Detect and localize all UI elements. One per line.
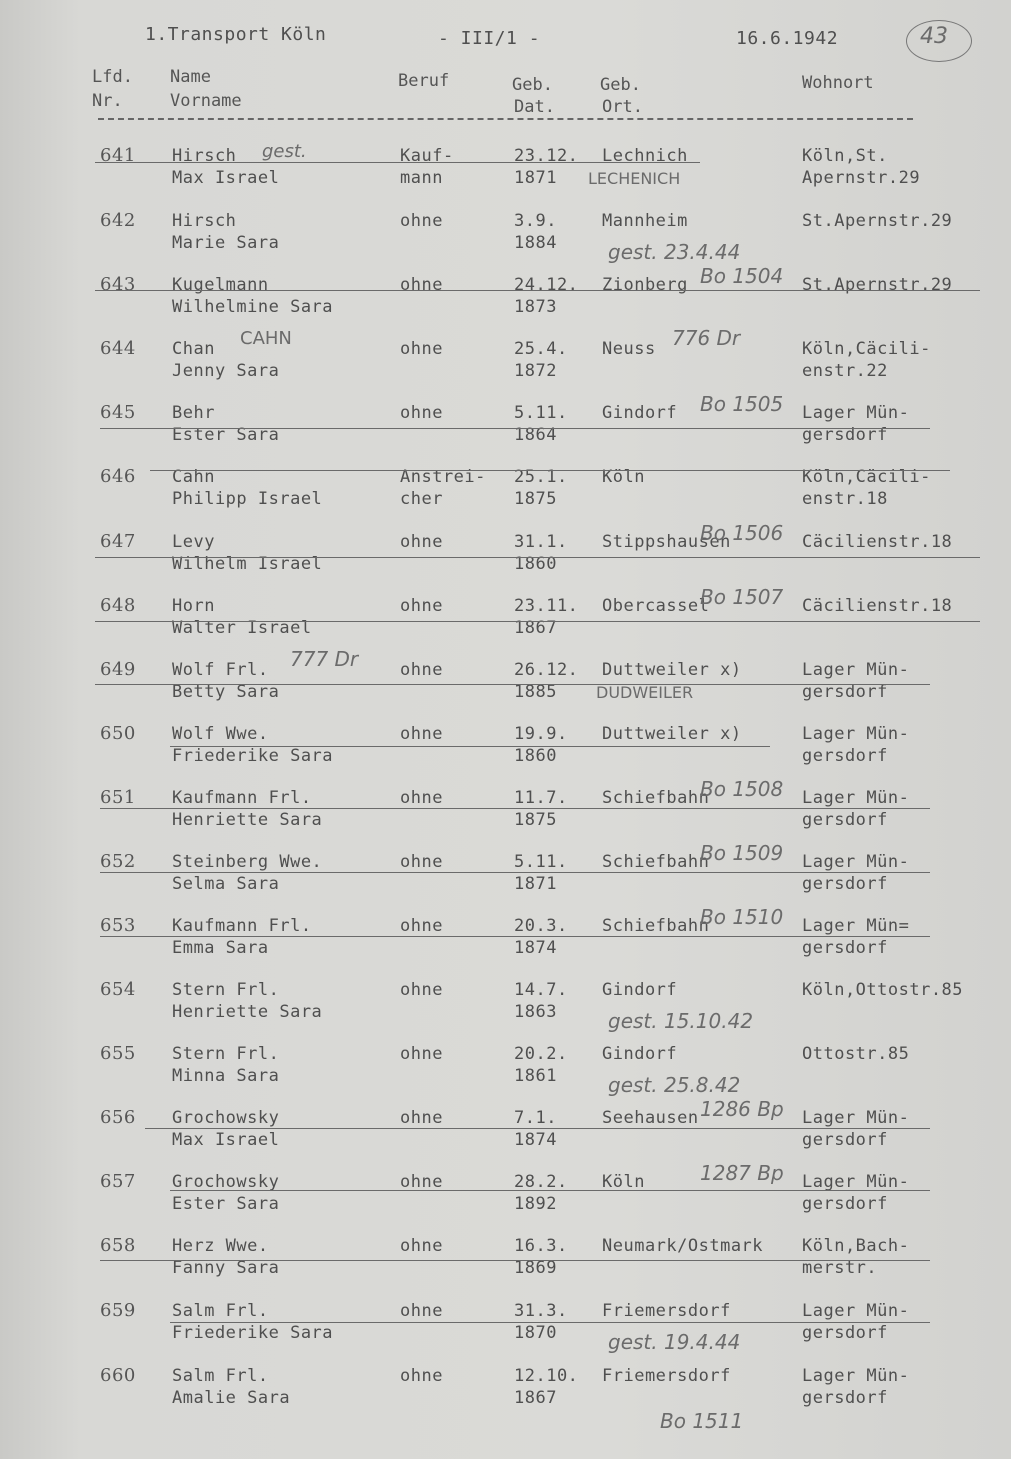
col-dat-1: Geb. bbox=[512, 75, 553, 95]
row-number: 654 bbox=[100, 979, 136, 1000]
birth-place: Friemersdorf bbox=[602, 1301, 731, 1321]
birth-place: Köln bbox=[602, 467, 645, 487]
surname: Grochowsky bbox=[172, 1172, 280, 1192]
surname: Kaufmann Frl. bbox=[172, 916, 312, 936]
residence-cont: enstr.18 bbox=[802, 489, 888, 509]
strike-line bbox=[95, 162, 700, 163]
col-wohnort: Wohnort bbox=[802, 73, 874, 93]
handwritten-note: gest. 23.4.44 bbox=[608, 240, 741, 264]
residence-cont: merstr. bbox=[802, 1258, 878, 1278]
occupation: ohne bbox=[400, 724, 443, 744]
row-number: 655 bbox=[100, 1043, 136, 1064]
list-row bbox=[0, 979, 1011, 1043]
surname: Chan bbox=[172, 339, 215, 359]
given-name: Philipp Israel bbox=[172, 489, 323, 509]
row-number: 652 bbox=[100, 851, 136, 872]
residence: Lager Mün- bbox=[802, 788, 910, 808]
birth-date: 20.2. bbox=[514, 1044, 568, 1064]
col-beruf: Beruf bbox=[398, 71, 450, 91]
birth-year: 1860 bbox=[514, 746, 557, 766]
strike-line bbox=[100, 936, 930, 937]
handwritten-note: Bo 1509 bbox=[700, 841, 784, 865]
birth-year: 1872 bbox=[514, 361, 557, 381]
occupation: ohne bbox=[400, 211, 443, 231]
handwritten-note: 1286 Bp bbox=[700, 1097, 784, 1121]
birth-year: 1892 bbox=[514, 1194, 557, 1214]
birth-date: 24.12. bbox=[514, 275, 579, 295]
list-row bbox=[0, 1300, 1011, 1364]
transport-title: 1.Transport Köln bbox=[145, 24, 327, 45]
birth-place: Mannheim bbox=[602, 211, 688, 231]
strike-line bbox=[170, 1322, 930, 1323]
row-number: 649 bbox=[100, 659, 136, 680]
handwritten-note: Bo 1507 bbox=[700, 585, 784, 609]
strike-line bbox=[170, 746, 770, 747]
list-row bbox=[0, 392, 1011, 466]
strike-line bbox=[145, 1128, 930, 1129]
list-row bbox=[0, 326, 1011, 402]
row-number: 645 bbox=[100, 402, 136, 423]
birth-year: 1885 bbox=[514, 682, 557, 702]
birth-date: 31.1. bbox=[514, 532, 568, 552]
residence: St.Apernstr.29 bbox=[802, 275, 953, 295]
residence: Köln,Cäcili- bbox=[802, 339, 931, 359]
col-ort-2: Ort. bbox=[602, 97, 643, 117]
occupation: ohne bbox=[400, 1236, 443, 1256]
residence: Köln,Ottostr.85 bbox=[802, 980, 964, 1000]
surname: Wolf Wwe. bbox=[172, 724, 269, 744]
occupation-cont: mann bbox=[400, 168, 443, 188]
page-number: 43 bbox=[920, 24, 948, 49]
birth-date: 5.11. bbox=[514, 852, 568, 872]
occupation: ohne bbox=[400, 980, 443, 1000]
surname: Herz Wwe. bbox=[172, 1236, 269, 1256]
surname: Kaufmann Frl. bbox=[172, 788, 312, 808]
row-number: 644 bbox=[100, 338, 136, 359]
list-row bbox=[0, 647, 1011, 723]
birth-date: 28.2. bbox=[514, 1172, 568, 1192]
given-name: Jenny Sara bbox=[172, 361, 280, 381]
residence: Köln,St. bbox=[802, 146, 888, 166]
list-row bbox=[0, 1235, 1011, 1299]
birth-year: 1867 bbox=[514, 1388, 557, 1408]
row-number: 657 bbox=[100, 1171, 136, 1192]
row-number: 641 bbox=[100, 145, 136, 166]
row-number: 653 bbox=[100, 915, 136, 936]
given-name: Amalie Sara bbox=[172, 1388, 291, 1408]
birth-date: 25.4. bbox=[514, 339, 568, 359]
birth-date: 14.7. bbox=[514, 980, 568, 1000]
strike-line bbox=[170, 1190, 930, 1191]
birth-place: Schiefbahn bbox=[602, 916, 710, 936]
list-row bbox=[0, 141, 1011, 209]
given-name: Walter Israel bbox=[172, 618, 312, 638]
strike-line bbox=[95, 290, 980, 291]
residence: Lager Mün- bbox=[802, 660, 910, 680]
residence: Ottostr.85 bbox=[802, 1044, 910, 1064]
occupation: ohne bbox=[400, 852, 443, 872]
birth-year: 1869 bbox=[514, 1258, 557, 1278]
strike-line bbox=[100, 1260, 930, 1261]
birth-year: 1871 bbox=[514, 168, 557, 188]
occupation: ohne bbox=[400, 532, 443, 552]
birth-year: 1861 bbox=[514, 1066, 557, 1086]
occupation: ohne bbox=[400, 1108, 443, 1128]
row-number: 642 bbox=[100, 210, 136, 231]
surname: Salm Frl. bbox=[172, 1366, 269, 1386]
row-number: 651 bbox=[100, 787, 136, 808]
birth-date: 25.1. bbox=[514, 467, 568, 487]
birth-year: 1875 bbox=[514, 810, 557, 830]
birth-date: 12.10. bbox=[514, 1366, 579, 1386]
handwritten-note: Bo 1511 bbox=[660, 1409, 744, 1433]
birth-place: Duttweiler x) bbox=[602, 724, 742, 744]
handwritten-note: Bo 1504 bbox=[700, 264, 784, 288]
row-number: 660 bbox=[100, 1365, 136, 1386]
handwritten-note-2: 777 Dr bbox=[290, 647, 359, 671]
strike-line bbox=[95, 621, 980, 622]
birth-place: Zionberg bbox=[602, 275, 688, 295]
birth-place: Gindorf bbox=[602, 1044, 678, 1064]
given-name: Ester Sara bbox=[172, 1194, 280, 1214]
list-row bbox=[0, 905, 1011, 979]
residence: Köln,Cäcili- bbox=[802, 467, 931, 487]
birth-date: 23.12. bbox=[514, 146, 579, 166]
birth-place: Köln bbox=[602, 1172, 645, 1192]
birth-year: 1867 bbox=[514, 618, 557, 638]
occupation: ohne bbox=[400, 1044, 443, 1064]
birth-place: Obercassel bbox=[602, 596, 710, 616]
residence-cont: gersdorf bbox=[802, 1194, 888, 1214]
given-name: Max Israel bbox=[172, 1130, 280, 1150]
given-name: Henriette Sara bbox=[172, 1002, 323, 1022]
given-name: Marie Sara bbox=[172, 233, 280, 253]
given-name: Betty Sara bbox=[172, 682, 280, 702]
list-row bbox=[0, 723, 1011, 787]
birth-place: Seehausen bbox=[602, 1108, 699, 1128]
birth-year: 1874 bbox=[514, 1130, 557, 1150]
list-row bbox=[0, 210, 1011, 274]
residence: Lager Mün= bbox=[802, 916, 910, 936]
surname: Kugelmann bbox=[172, 275, 269, 295]
row-number: 658 bbox=[100, 1235, 136, 1256]
col-dat-2: Dat. bbox=[514, 97, 555, 117]
occupation: ohne bbox=[400, 788, 443, 808]
occupation: ohne bbox=[400, 1172, 443, 1192]
birth-place: Schiefbahn bbox=[602, 788, 710, 808]
list-row bbox=[0, 1097, 1011, 1171]
given-name: Ester Sara bbox=[172, 425, 280, 445]
residence-cont: enstr.22 bbox=[802, 361, 888, 381]
occupation: ohne bbox=[400, 596, 443, 616]
handwritten-note: gest. 15.10.42 bbox=[608, 1009, 754, 1033]
residence-cont: gersdorf bbox=[802, 1388, 888, 1408]
birth-date: 3.9. bbox=[514, 211, 557, 231]
strike-line bbox=[95, 684, 930, 685]
header-divider bbox=[98, 118, 913, 120]
row-number: 646 bbox=[100, 466, 136, 487]
residence: Cäcilienstr.18 bbox=[802, 532, 953, 552]
birth-date: 26.12. bbox=[514, 660, 579, 680]
birth-place: Stippshausen bbox=[602, 532, 731, 552]
strike-line bbox=[100, 808, 930, 809]
residence: Cäcilienstr.18 bbox=[802, 596, 953, 616]
given-name: Friederike Sara bbox=[172, 1323, 334, 1343]
birth-year: 1863 bbox=[514, 1002, 557, 1022]
list-row bbox=[0, 1161, 1011, 1235]
surname: Wolf Frl. bbox=[172, 660, 269, 680]
occupation: ohne bbox=[400, 660, 443, 680]
residence-cont: gersdorf bbox=[802, 1323, 888, 1343]
birth-place: Gindorf bbox=[602, 980, 678, 1000]
occupation: ohne bbox=[400, 916, 443, 936]
row-number: 659 bbox=[100, 1300, 136, 1321]
list-row bbox=[0, 264, 1011, 338]
occupation: ohne bbox=[400, 339, 443, 359]
birth-place: Gindorf bbox=[602, 403, 678, 423]
residence: Lager Mün- bbox=[802, 724, 910, 744]
row-number: 647 bbox=[100, 531, 136, 552]
surname: Hirsch bbox=[172, 211, 237, 231]
residence-cont: Apernstr.29 bbox=[802, 168, 921, 188]
residence-cont: gersdorf bbox=[802, 425, 888, 445]
given-name: Minna Sara bbox=[172, 1066, 280, 1086]
birth-year: 1871 bbox=[514, 874, 557, 894]
residence: St.Apernstr.29 bbox=[802, 211, 953, 231]
handwritten-note: Bo 1505 bbox=[700, 392, 784, 416]
residence-cont: gersdorf bbox=[802, 746, 888, 766]
residence: Köln,Bach- bbox=[802, 1236, 910, 1256]
surname: Stern Frl. bbox=[172, 980, 280, 1000]
given-name: Fanny Sara bbox=[172, 1258, 280, 1278]
occupation: Anstrei- bbox=[400, 467, 486, 487]
row-number: 650 bbox=[100, 723, 136, 744]
list-row bbox=[0, 777, 1011, 851]
row-number: 656 bbox=[100, 1107, 136, 1128]
birth-date: 7.1. bbox=[514, 1108, 557, 1128]
handwritten-note: 776 Dr bbox=[672, 326, 741, 350]
birth-place: Lechnich bbox=[602, 146, 688, 166]
surname: Levy bbox=[172, 532, 215, 552]
handwritten-note: Bo 1508 bbox=[700, 777, 784, 801]
sheet-number: - III/1 - bbox=[438, 28, 541, 49]
birth-year: 1864 bbox=[514, 425, 557, 445]
residence-cont: gersdorf bbox=[802, 938, 888, 958]
handwritten-note-2: CAHN bbox=[240, 328, 292, 349]
given-name: Henriette Sara bbox=[172, 810, 323, 830]
given-name: Wilhelm Israel bbox=[172, 554, 323, 574]
strike-line bbox=[100, 428, 930, 429]
given-name: Wilhelmine Sara bbox=[172, 297, 334, 317]
birth-year: 1870 bbox=[514, 1323, 557, 1343]
given-name: Emma Sara bbox=[172, 938, 269, 958]
list-row bbox=[0, 1365, 1011, 1433]
handwritten-note: 1287 Bp bbox=[700, 1161, 784, 1185]
strike-line bbox=[100, 872, 930, 873]
birth-year: 1860 bbox=[514, 554, 557, 574]
row-number: 643 bbox=[100, 274, 136, 295]
given-name: Max Israel bbox=[172, 168, 280, 188]
list-row bbox=[0, 841, 1011, 915]
occupation: ohne bbox=[400, 1301, 443, 1321]
surname: Cahn bbox=[172, 467, 215, 487]
surname: Behr bbox=[172, 403, 215, 423]
handwritten-note: DUDWEILER bbox=[596, 683, 694, 702]
residence: Lager Mün- bbox=[802, 1172, 910, 1192]
surname: Stern Frl. bbox=[172, 1044, 280, 1064]
col-name-1: Name bbox=[170, 67, 211, 87]
handwritten-note: LECHENICH bbox=[588, 169, 681, 188]
residence-cont: gersdorf bbox=[802, 874, 888, 894]
birth-date: 23.11. bbox=[514, 596, 579, 616]
birth-date: 19.9. bbox=[514, 724, 568, 744]
given-name: Friederike Sara bbox=[172, 746, 334, 766]
list-row bbox=[0, 585, 1011, 659]
occupation-cont: cher bbox=[400, 489, 443, 509]
occupation: ohne bbox=[400, 275, 443, 295]
birth-place: Friemersdorf bbox=[602, 1366, 731, 1386]
list-row bbox=[0, 466, 1011, 530]
residence: Lager Mün- bbox=[802, 1108, 910, 1128]
birth-year: 1884 bbox=[514, 233, 557, 253]
row-number: 648 bbox=[100, 595, 136, 616]
strike-line bbox=[95, 557, 980, 558]
handwritten-note-2: gest. bbox=[262, 141, 307, 162]
surname: Steinberg Wwe. bbox=[172, 852, 323, 872]
col-nr-1: Lfd. bbox=[92, 67, 133, 87]
birth-place: Neuss bbox=[602, 339, 656, 359]
col-nr-2: Nr. bbox=[92, 91, 123, 111]
birth-date: 16.3. bbox=[514, 1236, 568, 1256]
col-name-2: Vorname bbox=[170, 91, 242, 111]
birth-place: Schiefbahn bbox=[602, 852, 710, 872]
col-ort-1: Geb. bbox=[600, 75, 641, 95]
surname: Salm Frl. bbox=[172, 1301, 269, 1321]
birth-date: 5.11. bbox=[514, 403, 568, 423]
birth-date: 31.3. bbox=[514, 1301, 568, 1321]
document-date: 16.6.1942 bbox=[736, 28, 839, 49]
surname: Hirsch bbox=[172, 146, 237, 166]
list-row bbox=[0, 521, 1011, 595]
handwritten-note: Bo 1506 bbox=[700, 521, 784, 545]
handwritten-note: Bo 1510 bbox=[700, 905, 784, 929]
strike-line bbox=[150, 470, 950, 471]
surname: Horn bbox=[172, 596, 215, 616]
given-name: Selma Sara bbox=[172, 874, 280, 894]
handwritten-note: gest. 19.4.44 bbox=[608, 1330, 741, 1354]
list-row bbox=[0, 1043, 1011, 1107]
birth-place: Neumark/Ostmark bbox=[602, 1236, 764, 1256]
birth-year: 1873 bbox=[514, 297, 557, 317]
birth-year: 1874 bbox=[514, 938, 557, 958]
birth-year: 1875 bbox=[514, 489, 557, 509]
occupation: ohne bbox=[400, 1366, 443, 1386]
birth-date: 20.3. bbox=[514, 916, 568, 936]
residence: Lager Mün- bbox=[802, 403, 910, 423]
residence: Lager Mün- bbox=[802, 852, 910, 872]
residence: Lager Mün- bbox=[802, 1301, 910, 1321]
occupation: Kauf- bbox=[400, 146, 454, 166]
handwritten-note: gest. 25.8.42 bbox=[608, 1073, 741, 1097]
birth-date: 11.7. bbox=[514, 788, 568, 808]
residence-cont: gersdorf bbox=[802, 810, 888, 830]
occupation: ohne bbox=[400, 403, 443, 423]
residence-cont: gersdorf bbox=[802, 1130, 888, 1150]
residence: Lager Mün- bbox=[802, 1366, 910, 1386]
residence-cont: gersdorf bbox=[802, 682, 888, 702]
birth-place: Duttweiler x) bbox=[602, 660, 742, 680]
surname: Grochowsky bbox=[172, 1108, 280, 1128]
